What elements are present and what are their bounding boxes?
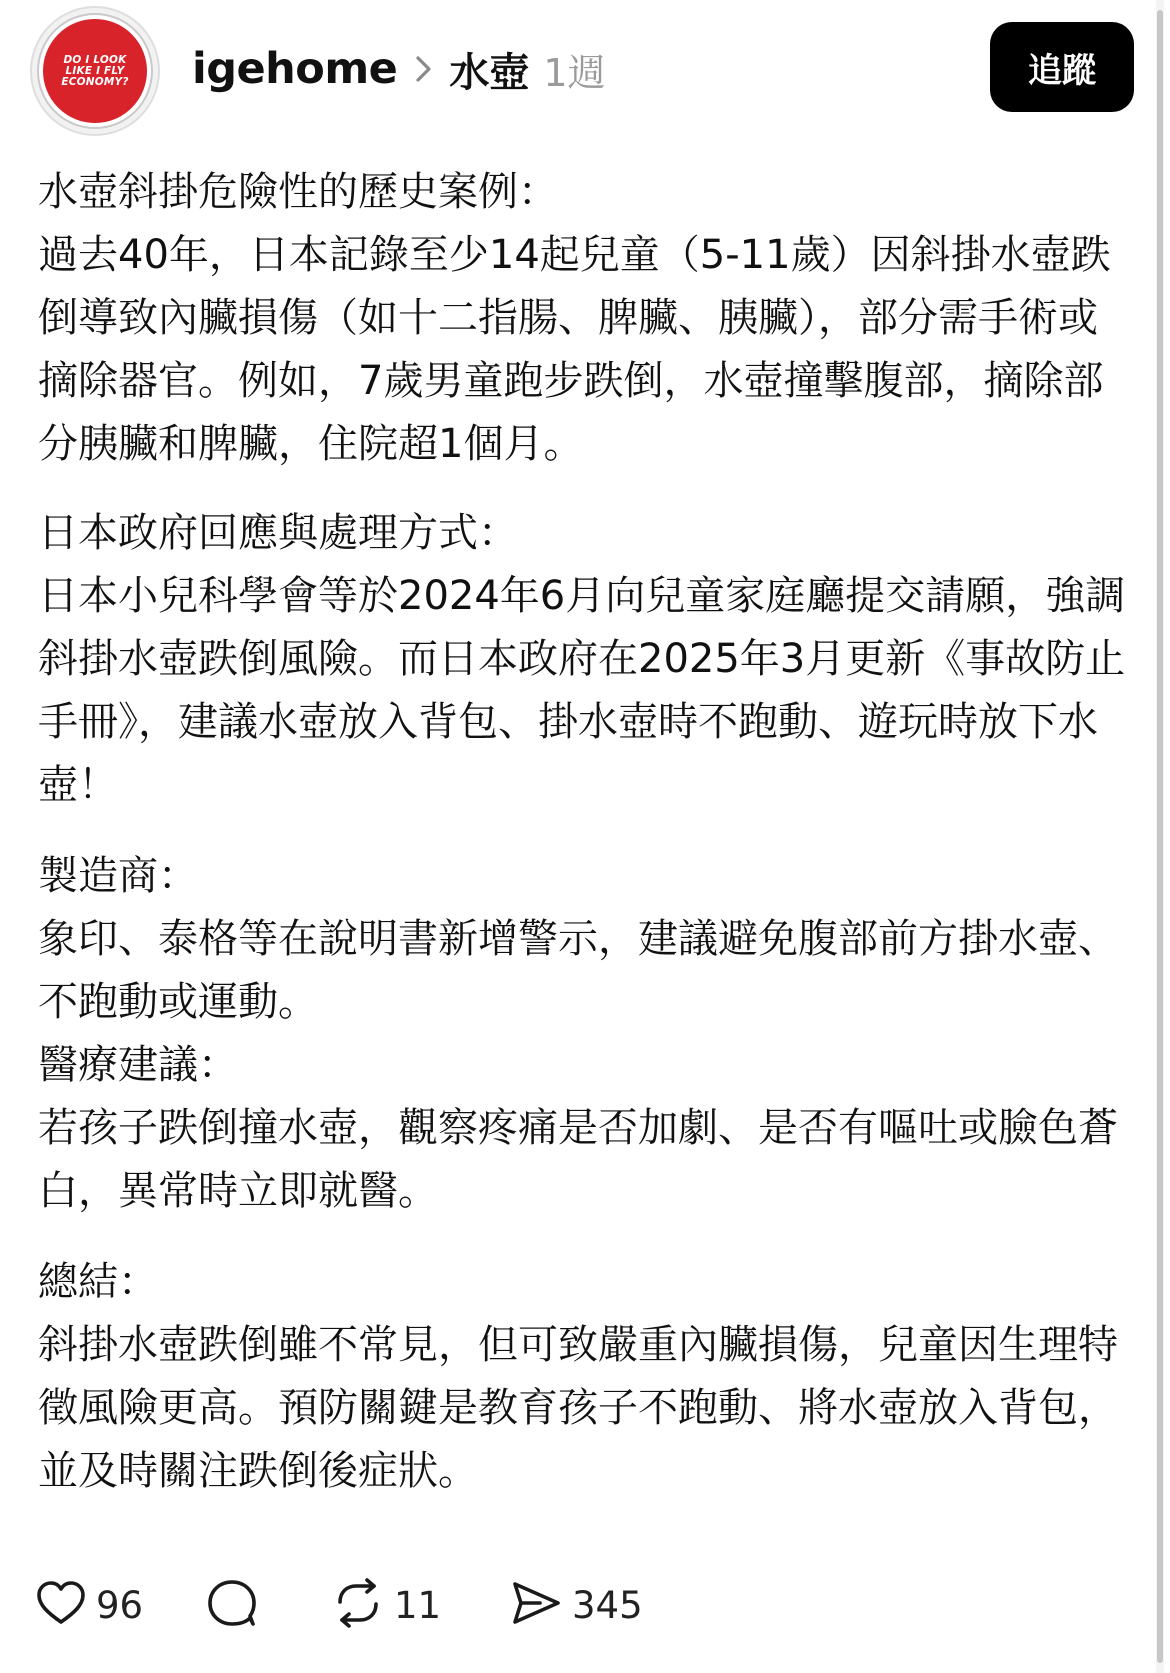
logo-avatar-badge (39, 15, 151, 127)
heart-icon (36, 1580, 86, 1630)
avatar-text-line-2: LIKE I FLY (65, 64, 125, 77)
repost-count: 11 (394, 1583, 442, 1627)
follow-button[interactable]: 追蹤 (990, 22, 1134, 112)
share-count: 345 (572, 1583, 643, 1627)
comment-bubble-icon (206, 1578, 258, 1632)
post-header (192, 38, 606, 100)
topic-tag-link[interactable]: 水壺 (449, 49, 530, 96)
avatar-text-line-3: ECONOMY? (61, 75, 129, 88)
section-body: 象印、泰格等在說明書新增警示，建議避免腹部前方掛水壺、不跑動或運動。 (38, 916, 1118, 1025)
section-body: 日本小兒科學會等於2024年6月向兒童家庭廳提交請願，強調斜掛水壺跌倒風險。而日本政府在2025年3月更新《事故防止手冊》，建議水壺放入背包、掛水壺時不跑動、遊玩時放下水壺！ (38, 573, 1126, 808)
section-heading: 總結： (38, 1259, 158, 1305)
username-link[interactable]: igehome (192, 44, 398, 94)
section-body: 斜掛水壺跌倒雖不常見，但可致嚴重內臟損傷，兒童因生理特徵風險更高。預防關鍵是教育孩子不跑動、將水壺放入背包，並及時關注跌倒後症狀。 (38, 1322, 1118, 1494)
action-bar (36, 1575, 643, 1635)
scrollbar-thumb[interactable] (1157, 10, 1163, 1663)
like-button[interactable] (36, 1580, 206, 1630)
repost-arrows-icon (332, 1578, 384, 1632)
share-button[interactable] (510, 1579, 643, 1631)
section-heading: 製造商： (38, 853, 198, 899)
avatar[interactable] (30, 6, 160, 136)
section-heading: 醫療建議： (38, 1042, 238, 1088)
repost-button[interactable] (332, 1578, 510, 1632)
chevron-right-icon (415, 54, 433, 84)
section-heading: 日本政府回應與處理方式： (38, 510, 518, 556)
comment-button[interactable] (206, 1578, 332, 1632)
section-body: 過去40年，日本記錄至少14起兒童（5-11歲）因斜掛水壺跌倒導致內臟損傷（如十二指腸、脾臟、胰臟），部分需手術或摘除器官。例如，7歲男童跑步跌倒，水壺撞擊腹部，摘除部分胰臟和脾臟，住院超1個月。 (38, 232, 1111, 467)
like-count: 96 (96, 1583, 144, 1627)
send-icon (510, 1579, 562, 1631)
section-heading: 水壺斜掛危險性的歷史案例： (38, 169, 558, 215)
avatar-text-line-1: DO I LOOK (63, 53, 127, 66)
post-timestamp: 1週 (543, 50, 606, 95)
post-body (38, 161, 1128, 1503)
section-body: 若孩子跌倒撞水壺，觀察疼痛是否加劇、是否有嘔吐或臉色蒼白，異常時立即就醫。 (38, 1105, 1118, 1214)
